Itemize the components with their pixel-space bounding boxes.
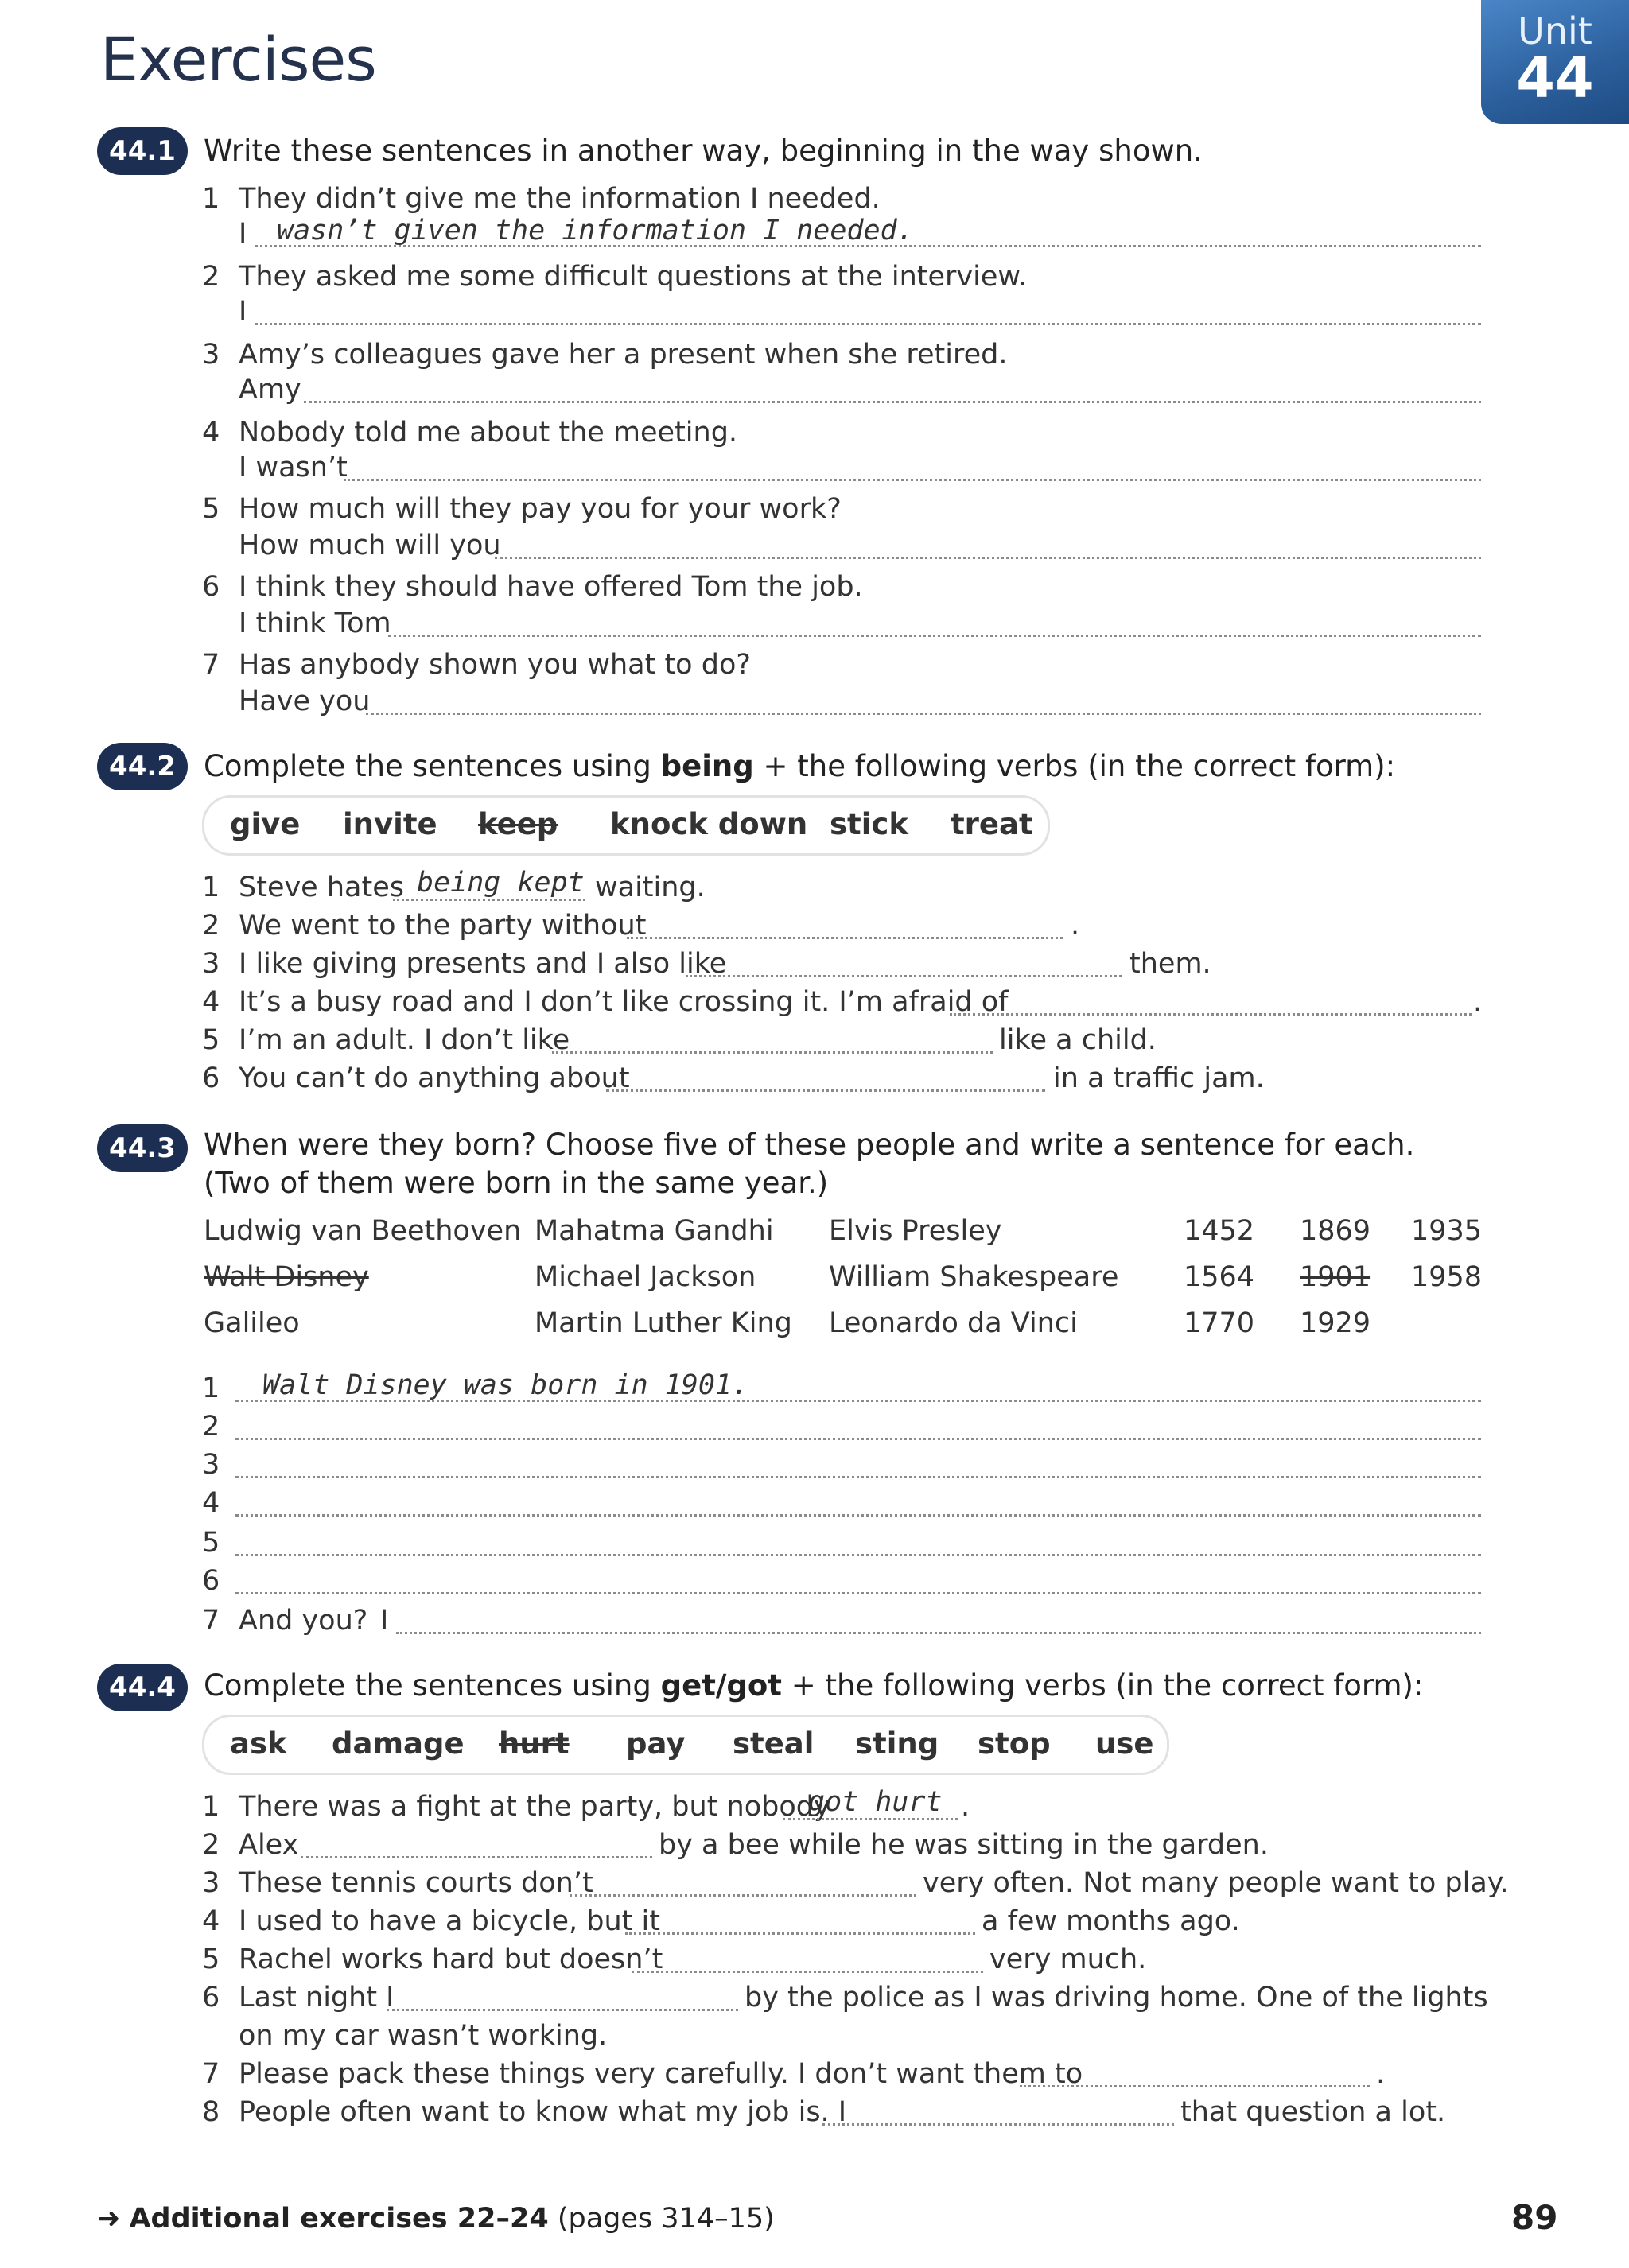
answer-line[interactable]	[627, 937, 1063, 939]
item-number: 6	[202, 571, 220, 603]
handwritten-answer: Walt Disney was born in 1901.	[262, 1369, 749, 1401]
person-name: Mahatma Gandhi	[535, 1215, 774, 1247]
item-text: I like giving presents and I also like	[239, 948, 727, 980]
answer-line[interactable]	[235, 1554, 1481, 1556]
exercise-instruction-44-2: Complete the sentences using being + the following verbs (in the correct form):	[204, 749, 1396, 783]
item-sentence: How much will they pay you for your work?	[239, 493, 842, 525]
item-text: .	[1071, 910, 1080, 942]
item-number: 4	[202, 417, 220, 449]
item-text: like a child.	[999, 1024, 1157, 1056]
additional-exercises-link[interactable]	[97, 2203, 775, 2235]
answer-line[interactable]	[304, 401, 1481, 403]
item-text: You can’t do anything about	[239, 1062, 630, 1094]
item-text: a few months ago.	[982, 1905, 1240, 1937]
unit-number: 44	[1516, 45, 1594, 111]
item-text: that question a lot.	[1180, 2096, 1446, 2128]
item-text: It’s a busy road and I don’t like crossing it. I’m afraid of	[239, 986, 1009, 1018]
item-start: I	[380, 1605, 389, 1637]
item-text: I used to have a bicycle, but it	[239, 1905, 660, 1937]
item-start: How much will you	[239, 530, 501, 561]
item-number: 6	[202, 1565, 220, 1597]
word-knock-down: knock down	[610, 807, 808, 841]
answer-line[interactable]	[822, 2123, 1174, 2126]
word-damage: damage	[332, 1726, 465, 1761]
item-number: 2	[202, 910, 220, 942]
item-text: them.	[1129, 948, 1211, 980]
person-name: William Shakespeare	[829, 1261, 1119, 1293]
item-text: Please pack these things very carefully. I don’t want them to	[239, 2058, 1083, 2090]
exercise-instruction-44-3-note: (Two of them were born in the same year.)	[204, 1166, 829, 1200]
item-number: 4	[202, 986, 220, 1018]
answer-line[interactable]	[606, 1089, 1045, 1092]
unit-tab	[1481, 0, 1629, 124]
handwritten-answer: got hurt	[808, 1786, 943, 1818]
person-name: Michael Jackson	[535, 1261, 756, 1293]
birth-year: 1958	[1411, 1261, 1483, 1293]
item-number: 1	[202, 183, 220, 215]
item-number: 3	[202, 948, 220, 980]
answer-line[interactable]	[570, 1894, 916, 1897]
item-number: 8	[202, 2096, 220, 2128]
word-give: give	[230, 807, 301, 841]
item-number: 2	[202, 1411, 220, 1443]
item-text: Steve hates	[239, 872, 404, 903]
exercise-instruction-44-1: Write these sentences in another way, beginning in the way shown.	[204, 134, 1203, 168]
exercise-badge-44-1: 44.1	[97, 127, 188, 175]
word-hurt-crossed: hurt	[499, 1726, 570, 1761]
item-text: These tennis courts don’t	[239, 1867, 593, 1899]
person-name: Galileo	[204, 1307, 300, 1339]
item-number: 6	[202, 1062, 220, 1094]
item-text: I’m an adult. I don’t like	[239, 1024, 570, 1056]
answer-line[interactable]	[366, 713, 1481, 715]
item-text: very much.	[989, 1944, 1147, 1975]
item-start: I wasn’t	[239, 452, 348, 484]
word-pay: pay	[626, 1726, 686, 1761]
answer-line[interactable]	[388, 635, 1481, 637]
footer-link-pages: (pages 314–15)	[548, 2203, 775, 2235]
word-stop: stop	[978, 1726, 1051, 1761]
answer-line[interactable]	[495, 557, 1481, 559]
answer-line[interactable]	[235, 1438, 1481, 1440]
item-sentence: Amy’s colleagues gave her a present when she retired.	[239, 339, 1008, 371]
word-ask: ask	[230, 1726, 287, 1761]
item-start: Have you	[239, 685, 371, 717]
item-number: 5	[202, 1944, 220, 1975]
item-number: 1	[202, 1791, 220, 1823]
unit-label: Unit	[1518, 10, 1592, 52]
exercise-badge-44-4: 44.4	[97, 1664, 188, 1711]
item-number: 3	[202, 1867, 220, 1899]
item-text: waiting.	[595, 872, 706, 903]
item-number: 2	[202, 1829, 220, 1861]
item-text: Alex	[239, 1829, 299, 1861]
answer-line[interactable]	[396, 1632, 1481, 1634]
item-number: 5	[202, 493, 220, 525]
item-start: I	[239, 296, 247, 328]
footer-link-bold: Additional exercises 22–24	[129, 2203, 549, 2235]
item-number: 3	[202, 339, 220, 371]
item-sentence: I think they should have offered Tom the job.	[239, 571, 863, 603]
person-name: Ludwig van Beethoven	[204, 1215, 522, 1247]
answer-line[interactable]	[255, 323, 1481, 325]
item-number: 2	[202, 261, 220, 293]
item-sentence: Has anybody shown you what to do?	[239, 649, 751, 681]
item-number: 6	[202, 1982, 220, 2014]
answer-line[interactable]	[625, 1932, 975, 1935]
item-number: 1	[202, 1373, 220, 1404]
word-keep-crossed: keep	[478, 807, 558, 841]
exercise-badge-44-2: 44.2	[97, 743, 188, 790]
word-use: use	[1095, 1726, 1154, 1761]
word-box-44-4	[202, 1715, 1169, 1775]
item-text: And you?	[239, 1605, 368, 1637]
item-number: 4	[202, 1905, 220, 1937]
arrow-right-icon: ➜	[97, 2203, 121, 2235]
answer-line[interactable]	[552, 1051, 993, 1054]
item-text: in a traffic jam.	[1053, 1062, 1265, 1094]
item-text: There was a fight at the party, but nobody	[239, 1791, 830, 1823]
item-text-continued: on my car wasn’t working.	[239, 2020, 608, 2052]
birth-year: 1935	[1411, 1215, 1483, 1247]
item-text: People often want to know what my job is. I	[239, 2096, 847, 2128]
word-box-44-2	[202, 795, 1050, 856]
answer-line[interactable]	[235, 1514, 1481, 1517]
item-number: 7	[202, 2058, 220, 2090]
answer-line[interactable]	[235, 1476, 1481, 1478]
birth-year: 1564	[1184, 1261, 1255, 1293]
page-number: 89	[1511, 2198, 1558, 2237]
exercise-badge-44-3: 44.3	[97, 1124, 188, 1172]
item-sentence: Nobody told me about the meeting.	[239, 417, 738, 449]
item-number: 5	[202, 1024, 220, 1056]
person-name-crossed: Walt Disney	[204, 1261, 369, 1293]
item-text: very often. Not many people want to play.	[923, 1867, 1509, 1899]
answer-line[interactable]	[344, 479, 1481, 481]
item-text: Last night I	[239, 1982, 395, 2014]
word-treat: treat	[951, 807, 1033, 841]
item-number: 5	[202, 1527, 220, 1559]
person-name: Elvis Presley	[829, 1215, 1002, 1247]
item-text: .	[961, 1791, 970, 1823]
item-text: Rachel works hard but doesn’t	[239, 1944, 663, 1975]
item-text: by a bee while he was sitting in the garden.	[659, 1829, 1269, 1861]
exercise-instruction-44-3: When were they born? Choose five of these people and write a sentence for each.	[204, 1128, 1415, 1162]
item-sentence: They didn’t give me the information I needed.	[239, 183, 881, 215]
answer-line[interactable]	[950, 1013, 1472, 1016]
item-start: I	[239, 218, 247, 250]
person-name: Martin Luther King	[535, 1307, 792, 1339]
item-start: I think Tom	[239, 608, 391, 639]
item-text: .	[1376, 2058, 1386, 2090]
answer-line[interactable]	[387, 2009, 738, 2011]
page-title: Exercises	[100, 24, 376, 95]
word-stick: stick	[830, 807, 908, 841]
birth-year: 1770	[1184, 1307, 1255, 1339]
word-steal: steal	[733, 1726, 814, 1761]
person-name: Leonardo da Vinci	[829, 1307, 1078, 1339]
handwritten-answer: being kept	[417, 867, 585, 899]
item-number: 3	[202, 1449, 220, 1481]
birth-year: 1869	[1300, 1215, 1371, 1247]
item-number: 1	[202, 872, 220, 903]
handwritten-answer: wasn’t given the information I needed.	[277, 215, 914, 247]
word-sting: sting	[855, 1726, 939, 1761]
item-text: .	[1473, 986, 1483, 1018]
answer-line[interactable]	[235, 1592, 1481, 1594]
item-number: 7	[202, 649, 220, 681]
item-sentence: They asked me some difficult questions at the interview.	[239, 261, 1027, 293]
birth-year-crossed: 1901	[1300, 1261, 1371, 1293]
birth-year: 1929	[1300, 1307, 1371, 1339]
item-start: Amy	[239, 374, 301, 406]
item-text: by the police as I was driving home. One of the lights	[745, 1982, 1488, 2014]
answer-line[interactable]	[1020, 2085, 1370, 2087]
answer-line[interactable]	[301, 1856, 652, 1858]
word-invite: invite	[343, 807, 437, 841]
answer-line[interactable]	[686, 975, 1122, 977]
exercise-instruction-44-4: Complete the sentences using get/got + the following verbs (in the correct form):	[204, 1668, 1424, 1703]
answer-line[interactable]	[632, 1971, 983, 1973]
item-number: 4	[202, 1487, 220, 1519]
birth-year: 1452	[1184, 1215, 1255, 1247]
item-number: 7	[202, 1605, 220, 1637]
item-text: We went to the party without	[239, 910, 647, 942]
